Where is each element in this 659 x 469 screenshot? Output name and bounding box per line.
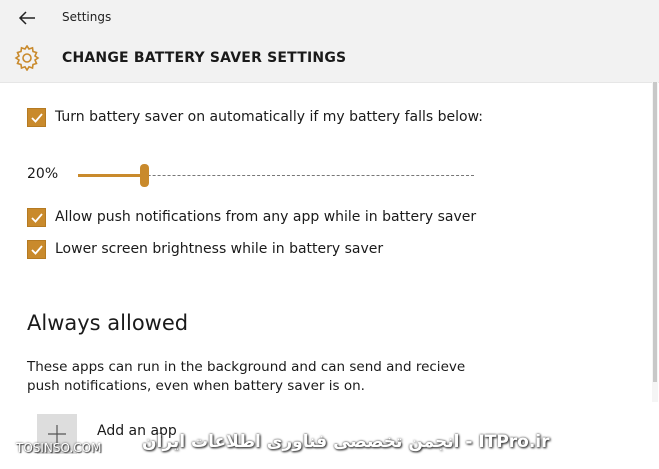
scrollbar-thumb[interactable] xyxy=(653,82,657,382)
app-title: Settings xyxy=(62,10,112,24)
watermark-left: TOSINSO.COM xyxy=(16,441,102,455)
threshold-value: 20% xyxy=(27,166,59,182)
section-description: These apps can run in the background and can send and recieve push notifications, even when battery saver is on. xyxy=(27,359,466,394)
title-bar xyxy=(0,0,659,36)
page-header xyxy=(0,36,659,83)
checkmark-icon xyxy=(30,211,44,225)
push-notifications-checkbox[interactable] xyxy=(27,208,46,227)
page-title: CHANGE BATTERY SAVER SETTINGS xyxy=(62,50,347,66)
auto-on-checkbox[interactable] xyxy=(27,108,46,127)
auto-on-label: Turn battery saver on automatically if my battery falls below: xyxy=(55,109,484,125)
gear-icon xyxy=(14,45,40,71)
add-app-label[interactable]: Add an app xyxy=(97,423,177,439)
checkmark-icon xyxy=(30,111,44,125)
push-notifications-label: Allow push notifications from any app while in battery saver xyxy=(55,209,477,225)
lower-brightness-checkbox[interactable] xyxy=(27,240,46,259)
watermark-right: ITPro.ir - انجمن تخصصی فناوری اطلاعات ایران xyxy=(142,432,550,452)
threshold-slider-thumb[interactable] xyxy=(140,164,149,187)
threshold-slider-fill xyxy=(78,174,144,177)
section-heading: Always allowed xyxy=(27,311,189,335)
lower-brightness-label: Lower screen brightness while in battery saver xyxy=(55,241,384,257)
back-arrow-icon[interactable] xyxy=(18,10,36,26)
checkmark-icon xyxy=(30,243,44,257)
